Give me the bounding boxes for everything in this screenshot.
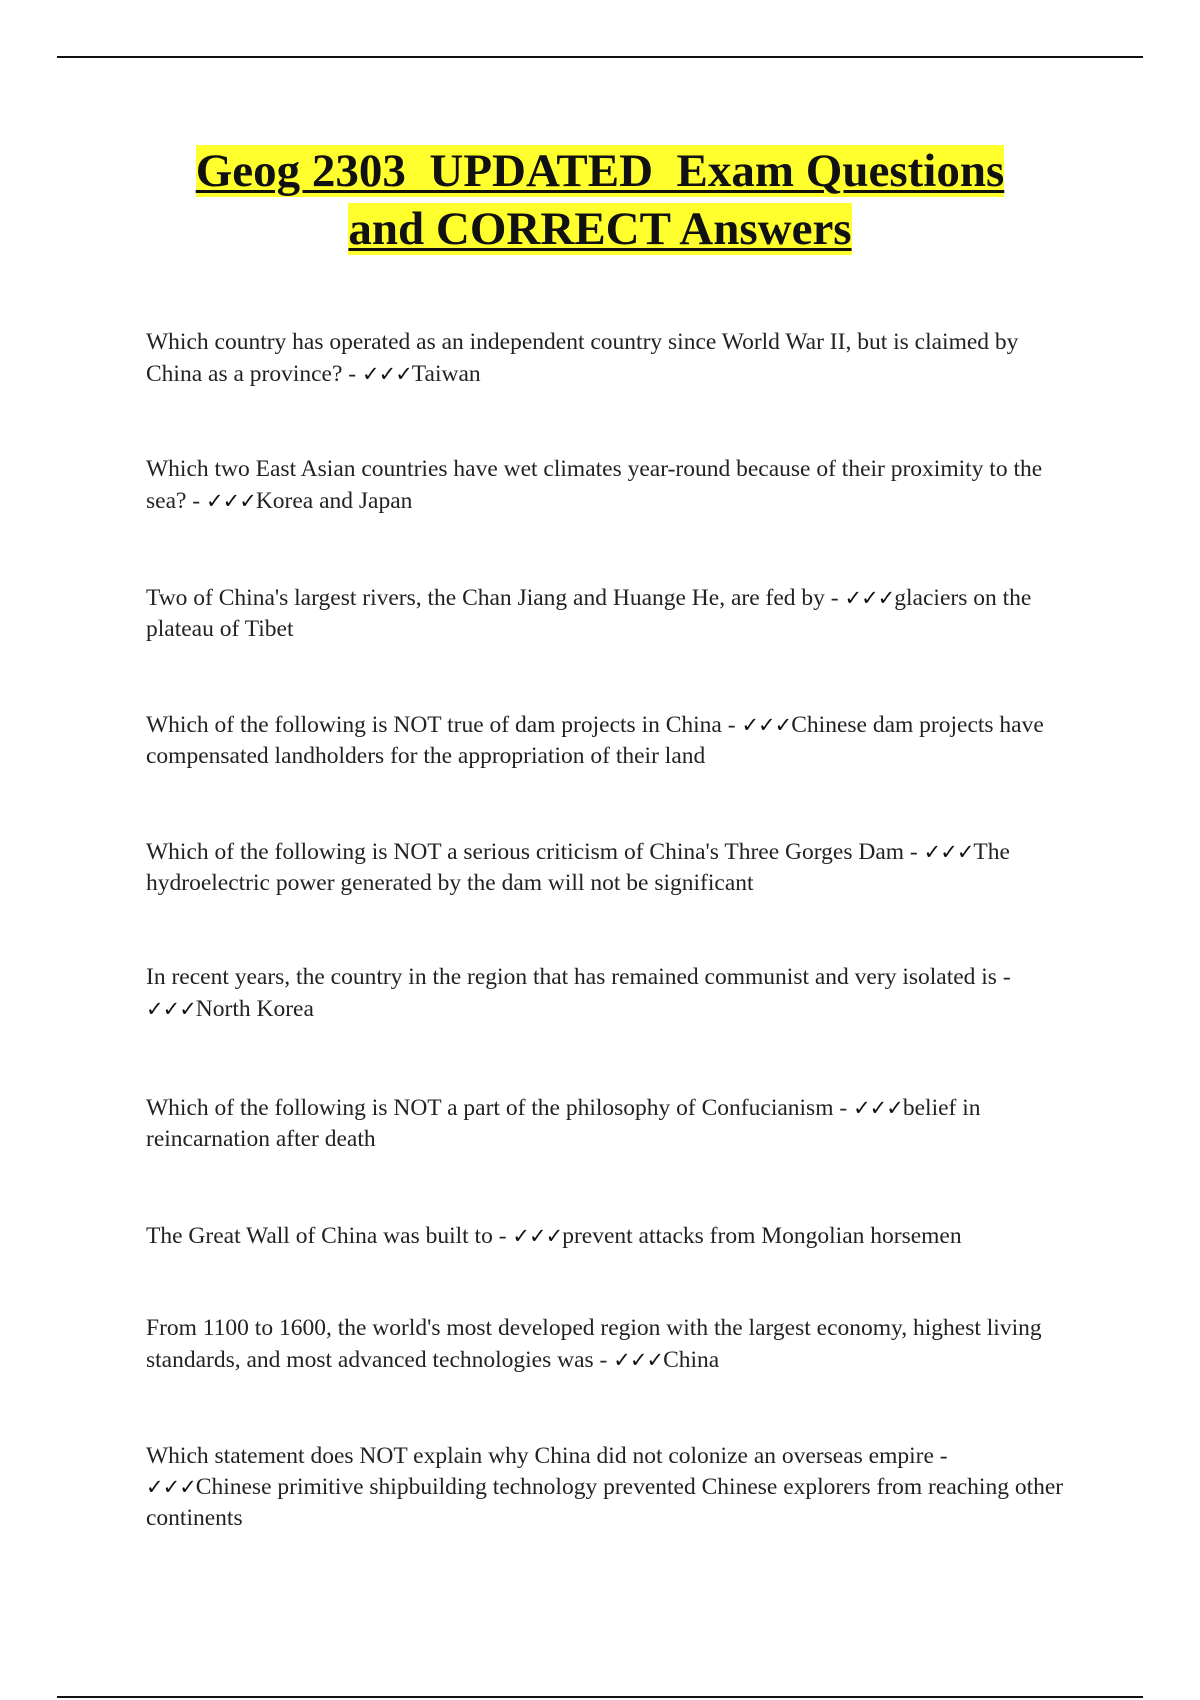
- answer-text: The hydroelectric power generated by the dam will not be significant: [146, 839, 1010, 896]
- qa-item: [146, 583, 1066, 645]
- answer-text: prevent attacks from Mongolian horsemen: [562, 1223, 962, 1249]
- question-text: The Great Wall of China was built to -: [146, 1223, 513, 1249]
- answer-text: North Korea: [195, 996, 314, 1022]
- question-text: Two of China's largest rivers, the Chan Jiang and Huange He, are fed by -: [146, 585, 845, 611]
- question-text: In recent years, the country in the region that has remained communist and very isolated is -: [146, 964, 1011, 990]
- question-text: Which of the following is NOT true of dam projects in China -: [146, 712, 742, 738]
- answer-text: Chinese dam projects have compensated landholders for the appropriation of their land: [146, 712, 1044, 769]
- answer-text: Korea and Japan: [255, 488, 413, 514]
- check-mark-icon: ✓✓✓: [741, 713, 792, 737]
- qa-item: [146, 961, 1066, 1025]
- check-mark-icon: ✓✓✓: [844, 586, 895, 610]
- top-rule: [57, 56, 1143, 58]
- qa-item: [146, 453, 1066, 517]
- answer-text: China: [663, 1347, 720, 1373]
- question-text: Which of the following is NOT a part of the philosophy of Confucianism -: [146, 1095, 854, 1121]
- check-mark-icon: ✓✓✓: [923, 840, 974, 864]
- answer-text: Chinese primitive shipbuilding technology prevented Chinese explorers from reaching other continents: [146, 1474, 1064, 1531]
- question-text: From 1100 to 1600, the world's most developed region with the largest economy, highest living standards, and most advanced technologies was -: [146, 1315, 1042, 1373]
- answer-text: Taiwan: [411, 361, 481, 387]
- qa-item: [146, 1093, 1066, 1155]
- title-line-1: Geog 2303 UPDATED Exam Questions: [195, 145, 1005, 197]
- qa-item: [146, 1220, 1066, 1252]
- check-mark-icon: ✓✓✓: [206, 489, 256, 513]
- qa-item: [146, 710, 1066, 772]
- check-mark-icon: ✓✓✓: [853, 1096, 903, 1120]
- qa-item: [146, 837, 1066, 899]
- check-mark-icon: ✓✓✓: [146, 997, 196, 1021]
- question-text: Which two East Asian countries have wet climates year-round because of their proximity to the sea? -: [146, 456, 1043, 514]
- qa-item: [146, 1441, 1066, 1534]
- check-mark-icon: ✓✓✓: [613, 1348, 664, 1372]
- question-text: Which statement does NOT explain why China did not colonize an overseas empire -: [146, 1443, 948, 1469]
- bottom-rule: [57, 1696, 1143, 1698]
- check-mark-icon: ✓✓✓: [512, 1224, 563, 1248]
- answer-text: belief in reincarnation after death: [146, 1095, 981, 1152]
- answer-text: glaciers on the plateau of Tibet: [146, 585, 1032, 642]
- question-text: Which of the following is NOT a serious criticism of China's Three Gorges Dam -: [146, 839, 924, 865]
- check-mark-icon: ✓✓✓: [362, 362, 412, 386]
- document-title: [0, 142, 1200, 258]
- title-line-2: and CORRECT Answers: [348, 203, 852, 255]
- qa-item: [146, 1312, 1066, 1376]
- check-mark-icon: ✓✓✓: [146, 1475, 196, 1499]
- qa-item: [146, 326, 1066, 390]
- question-text: Which country has operated as an independent country since World War II, but is claimed by China as a province? -: [146, 329, 1019, 387]
